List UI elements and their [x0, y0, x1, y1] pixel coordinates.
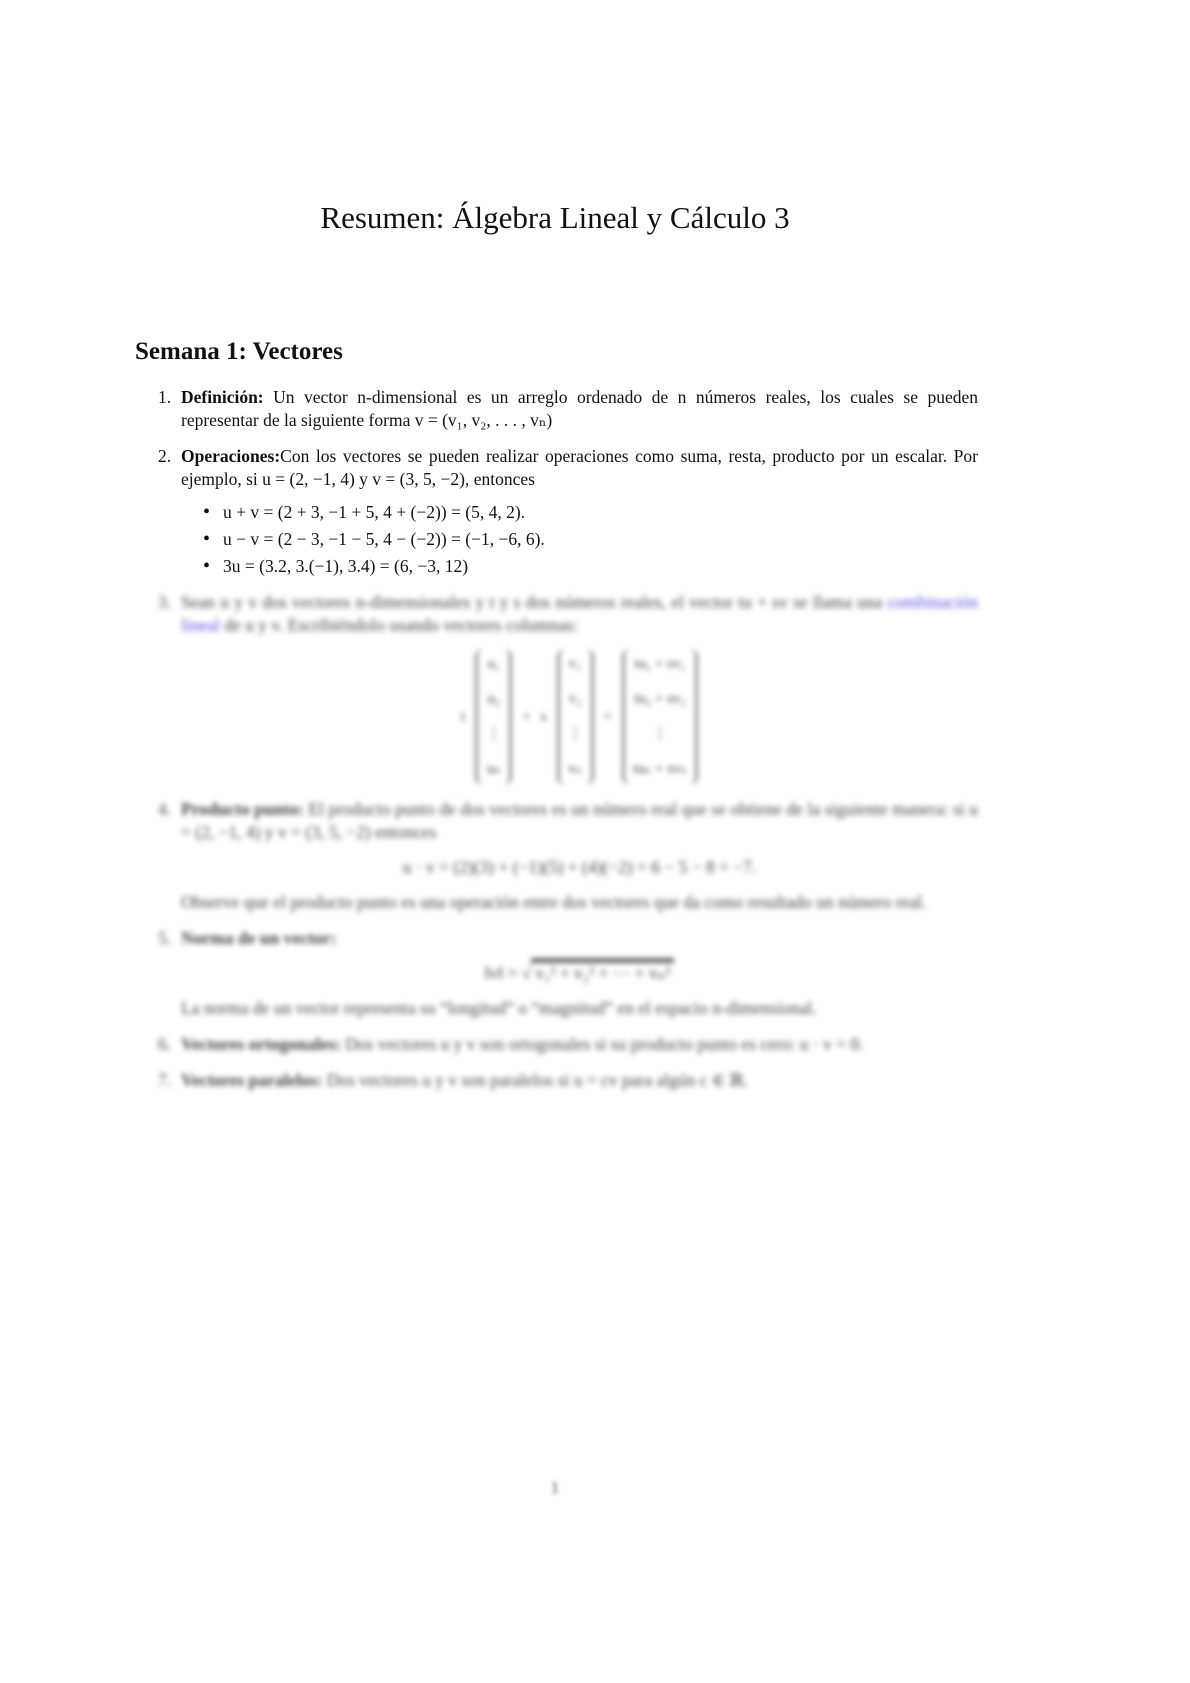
scalar-t: t [461, 708, 466, 725]
page-number: 1 [550, 1478, 560, 1497]
list-item [158, 927, 978, 1020]
bullet-item: • u + v = (2 + 3, −1 + 5, 4 + (−2)) = (5, 4, 2). [203, 501, 978, 524]
scalar-s: s [540, 708, 547, 725]
item-note: La norma de un vector representa su “longitud” o “magnitud” en el espacio n-dimensional. [181, 998, 817, 1018]
item-number: 1. [158, 387, 172, 407]
vector-result: tu₁ + sv₁ tu₂ + sv₂ ⋮ tuₙ + svₙ [622, 649, 698, 785]
item-number: 2. [158, 446, 172, 466]
item-text: Dos vectores u y v son ortogonales si su producto punto es cero: u · v = 0. [345, 1034, 864, 1054]
vector-v: v₁ v₂ ⋮ vₙ [557, 649, 594, 785]
list-item [158, 386, 978, 432]
item-text: Un vector n-dimensional es un arreglo ordenado de n números reales, los cuales se pueden representar de la siguiente forma v = (v₁, v₂, . . . , vₙ) [181, 387, 978, 430]
document-title: Resumen: Álgebra Lineal y Cálculo 3 [320, 200, 790, 235]
list-item [158, 798, 978, 914]
item-number: 6. [158, 1034, 172, 1054]
item-text: Dos vectores u y v son paralelos si u = cv para algún c ∈ ℝ. [326, 1070, 749, 1090]
item-text: Con los vectores se pueden realizar operaciones como suma, resta, producto por un escalar. Por ejemplo, si u = (2, −1, 4) y v = (3, 5, −2), entonces [181, 446, 978, 489]
bullet-item: • u − v = (2 − 3, −1 − 5, 4 − (−2)) = (−1, −6, 6). [203, 528, 978, 551]
item-number: 3. [158, 592, 172, 612]
item-number: 5. [158, 928, 172, 948]
item-label: Norma de un vector: [181, 928, 337, 948]
item-list [158, 386, 978, 1105]
matrix-equation: t u₁ u₂ ⋮ uₙ + s v₁ v₂ ⋮ vₙ = tu₁ + sv₁ tu₂ + sv₂ ⋮ tuₙ + svₙ [181, 649, 978, 785]
item-label: Vectores ortogonales: [181, 1034, 341, 1054]
list-item [158, 591, 978, 785]
item-label: Operaciones: [181, 446, 281, 466]
norm-formula: ‖v‖ = √ v₁² + v₂² + ⋯ + vₙ² [181, 962, 978, 985]
item-label: Vectores paralelos: [181, 1070, 323, 1090]
combination-link[interactable]: combinación lineal [181, 592, 979, 635]
item-text: Sean u y v dos vectores n-dimensionales y t y s dos números reales, el vector tu + sv se llama una [181, 592, 883, 612]
section-heading: Semana 1: Vectores [135, 338, 343, 365]
dot-product-formula: u · v = (2)(3) + (−1)(5) + (4)(−2) = 6 − 5 − 8 = −7. [402, 857, 757, 877]
item-note: Observe que el producto punto es una operación entre dos vectores que da como resultado un número real. [181, 892, 927, 912]
vector-u: u₁ u₂ ⋮ uₙ [475, 649, 512, 785]
item-text: de u y v. Escribiéndolo usando vectores columnas: [224, 615, 578, 635]
list-item [158, 445, 978, 578]
list-item [158, 1069, 978, 1092]
item-number: 4. [158, 799, 172, 819]
item-number: 7. [158, 1070, 172, 1090]
item-label: Producto punto: [181, 799, 304, 819]
item-text: El producto punto de dos vectores es un número real que se obtiene de la siguiente manera: si u = (2, −1, 4) y v = (3, 5, −2) entonces [181, 799, 979, 842]
list-item [158, 1033, 978, 1056]
item-label: Definición: [181, 387, 264, 407]
blurred-content [158, 591, 978, 1092]
bullet-item: • 3u = (3.2, 3.(−1), 3.4) = (6, −3, 12) [203, 555, 978, 578]
